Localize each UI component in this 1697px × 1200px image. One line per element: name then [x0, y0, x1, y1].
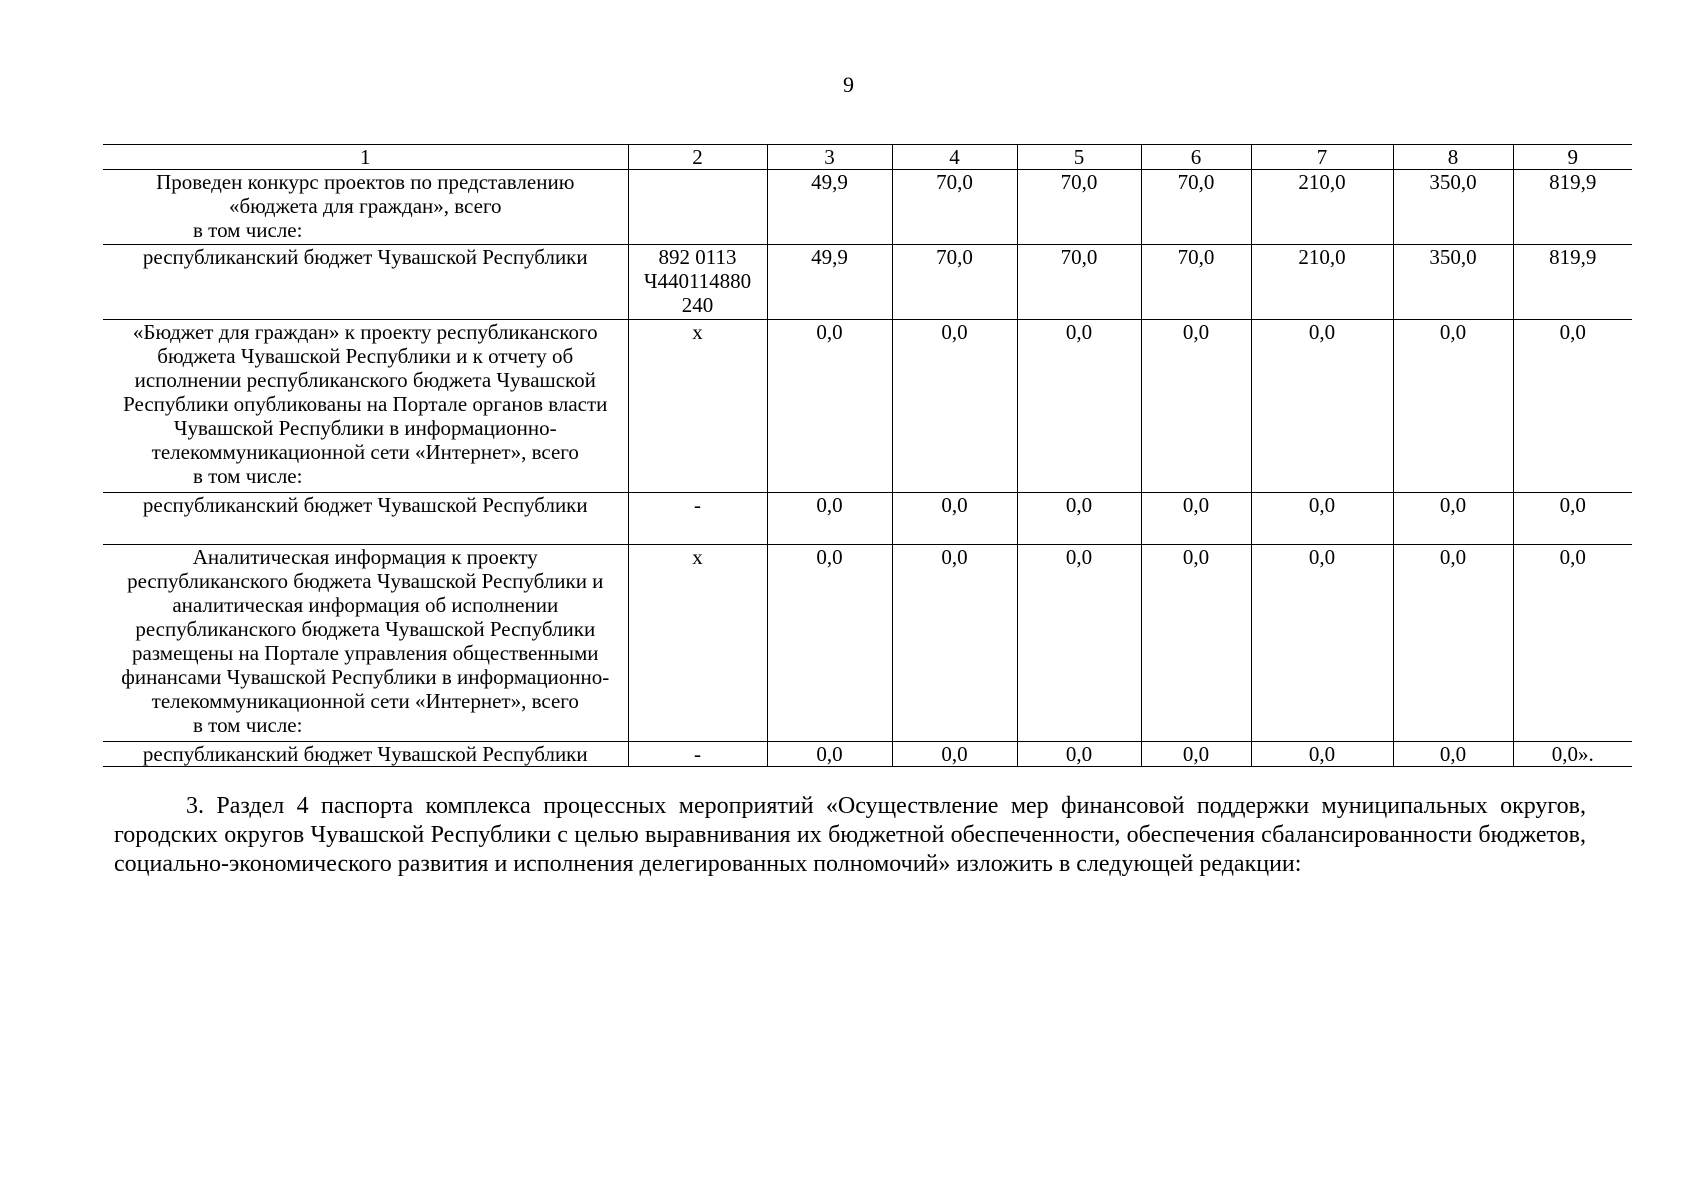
value-cell: 0,0: [1251, 545, 1393, 742]
value-cell: 350,0: [1393, 245, 1513, 320]
column-header: 8: [1393, 145, 1513, 170]
value-cell: 0,0: [892, 545, 1017, 742]
value-cell: 0,0: [892, 493, 1017, 545]
value-cell: 0,0: [1017, 545, 1141, 742]
value-cell: 70,0: [1017, 170, 1141, 245]
value-cell: 0,0: [1393, 493, 1513, 545]
value-cell: 0,0: [1141, 545, 1251, 742]
description-text: Аналитическая информация к проекту республиканского бюджета Чувашской Республики и аналитическая информация об исполнении республиканского бюджета Чувашской Республики размещены на Портале управления общественными финансами Чувашской Республики в информационно-телекоммуникационной сети «Интернет», всего: [121, 545, 610, 713]
value-cell: 0,0: [1393, 742, 1513, 767]
description-text: республиканский бюджет Чувашской Республики: [142, 742, 588, 766]
table-row: [103, 170, 1632, 245]
value-cell: 0,0: [892, 320, 1017, 493]
budget-code-line: 240: [681, 293, 714, 317]
value-cell: 0,0: [1251, 742, 1393, 767]
column-header: 2: [628, 145, 767, 170]
column-header: 4: [892, 145, 1017, 170]
budget-table: [103, 144, 1632, 767]
table-row: [103, 493, 1632, 545]
value-cell: 70,0: [1141, 245, 1251, 320]
description-text: республиканский бюджет Чувашской Республики: [142, 493, 588, 517]
row-description: [103, 742, 628, 767]
value-cell: 0,0: [1251, 320, 1393, 493]
including-label: в том числе:: [193, 218, 303, 242]
value-cell: 210,0: [1251, 170, 1393, 245]
row-description: [103, 245, 628, 320]
description-text: республиканский бюджет Чувашской Республики: [142, 245, 588, 269]
including-label: в том числе:: [193, 464, 303, 488]
budget-code-cell: [628, 245, 767, 320]
value-cell: 70,0: [892, 245, 1017, 320]
description-text: Проведен конкурс проектов по представлению «бюджета для граждан», всего: [156, 170, 575, 218]
value-cell: 0,0: [767, 493, 892, 545]
budget-code-cell: [628, 170, 767, 245]
table-header-row: [103, 145, 1632, 170]
description-text: «Бюджет для граждан» к проекту республиканского бюджета Чувашской Республики и к отчету об исполнении республиканского бюджета Чувашской Республики опубликованы на Портале органов власти Чувашской Республики в информационно-телекоммуникационной сети «Интернет», всего: [123, 320, 608, 464]
value-cell: 0,0: [1017, 320, 1141, 493]
value-cell: 0,0: [767, 320, 892, 493]
value-cell: 0,0: [767, 545, 892, 742]
column-header: 7: [1251, 145, 1393, 170]
budget-code-line: -: [694, 493, 701, 517]
value-cell: 0,0: [1017, 742, 1141, 767]
budget-code-line: -: [694, 742, 701, 766]
budget-code-line: x: [692, 545, 703, 569]
row-description: [103, 320, 628, 493]
value-cell: 0,0: [1513, 320, 1632, 493]
value-cell: 0,0: [1141, 742, 1251, 767]
table-row: [103, 320, 1632, 493]
value-cell: 0,0: [1017, 493, 1141, 545]
value-cell: 0,0: [1251, 493, 1393, 545]
value-cell: 0,0: [1141, 493, 1251, 545]
value-cell: 350,0: [1393, 170, 1513, 245]
value-cell: 0,0: [1513, 493, 1632, 545]
value-cell: 0,0: [892, 742, 1017, 767]
table-row: [103, 245, 1632, 320]
column-header: 9: [1513, 145, 1632, 170]
budget-code-line: 892 0113: [658, 245, 737, 269]
value-cell: 0,0: [1513, 545, 1632, 742]
column-header: 1: [103, 145, 628, 170]
value-cell: 819,9: [1513, 245, 1632, 320]
value-cell: 819,9: [1513, 170, 1632, 245]
page-number: 9: [843, 72, 854, 97]
row-description: [103, 545, 628, 742]
value-cell: 49,9: [767, 245, 892, 320]
body-paragraph: 3. Раздел 4 паспорта комплекса процессных мероприятий «Осуществление мер финансовой поддержки муниципальных округов, городских округов Чувашской Республики с целью выравнивания их бюджетной обеспеченности, обеспечения сбалансированности бюджетов, социально-экономического развития и исполнения делегированных полномочий» изложить в следующей редакции:: [114, 793, 1586, 877]
value-cell: 0,0: [1393, 320, 1513, 493]
value-cell: 70,0: [1017, 245, 1141, 320]
budget-code-line: Ч440114880: [643, 269, 752, 293]
column-header: 6: [1141, 145, 1251, 170]
table-row: [103, 742, 1632, 767]
value-cell: 49,9: [767, 170, 892, 245]
value-cell: 0,0: [1141, 320, 1251, 493]
budget-code-cell: [628, 493, 767, 545]
table-row: [103, 545, 1632, 742]
value-cell: 70,0: [892, 170, 1017, 245]
value-cell: 70,0: [1141, 170, 1251, 245]
budget-code-cell: [628, 742, 767, 767]
column-header: 3: [767, 145, 892, 170]
row-description: [103, 170, 628, 245]
budget-code-line: x: [692, 320, 703, 344]
including-label: в том числе:: [193, 713, 303, 737]
value-cell: 0,0».: [1513, 742, 1632, 767]
value-cell: 210,0: [1251, 245, 1393, 320]
value-cell: 0,0: [1393, 545, 1513, 742]
budget-code-cell: [628, 545, 767, 742]
row-description: [103, 493, 628, 545]
budget-code-cell: [628, 320, 767, 493]
value-cell: 0,0: [767, 742, 892, 767]
column-header: 5: [1017, 145, 1141, 170]
